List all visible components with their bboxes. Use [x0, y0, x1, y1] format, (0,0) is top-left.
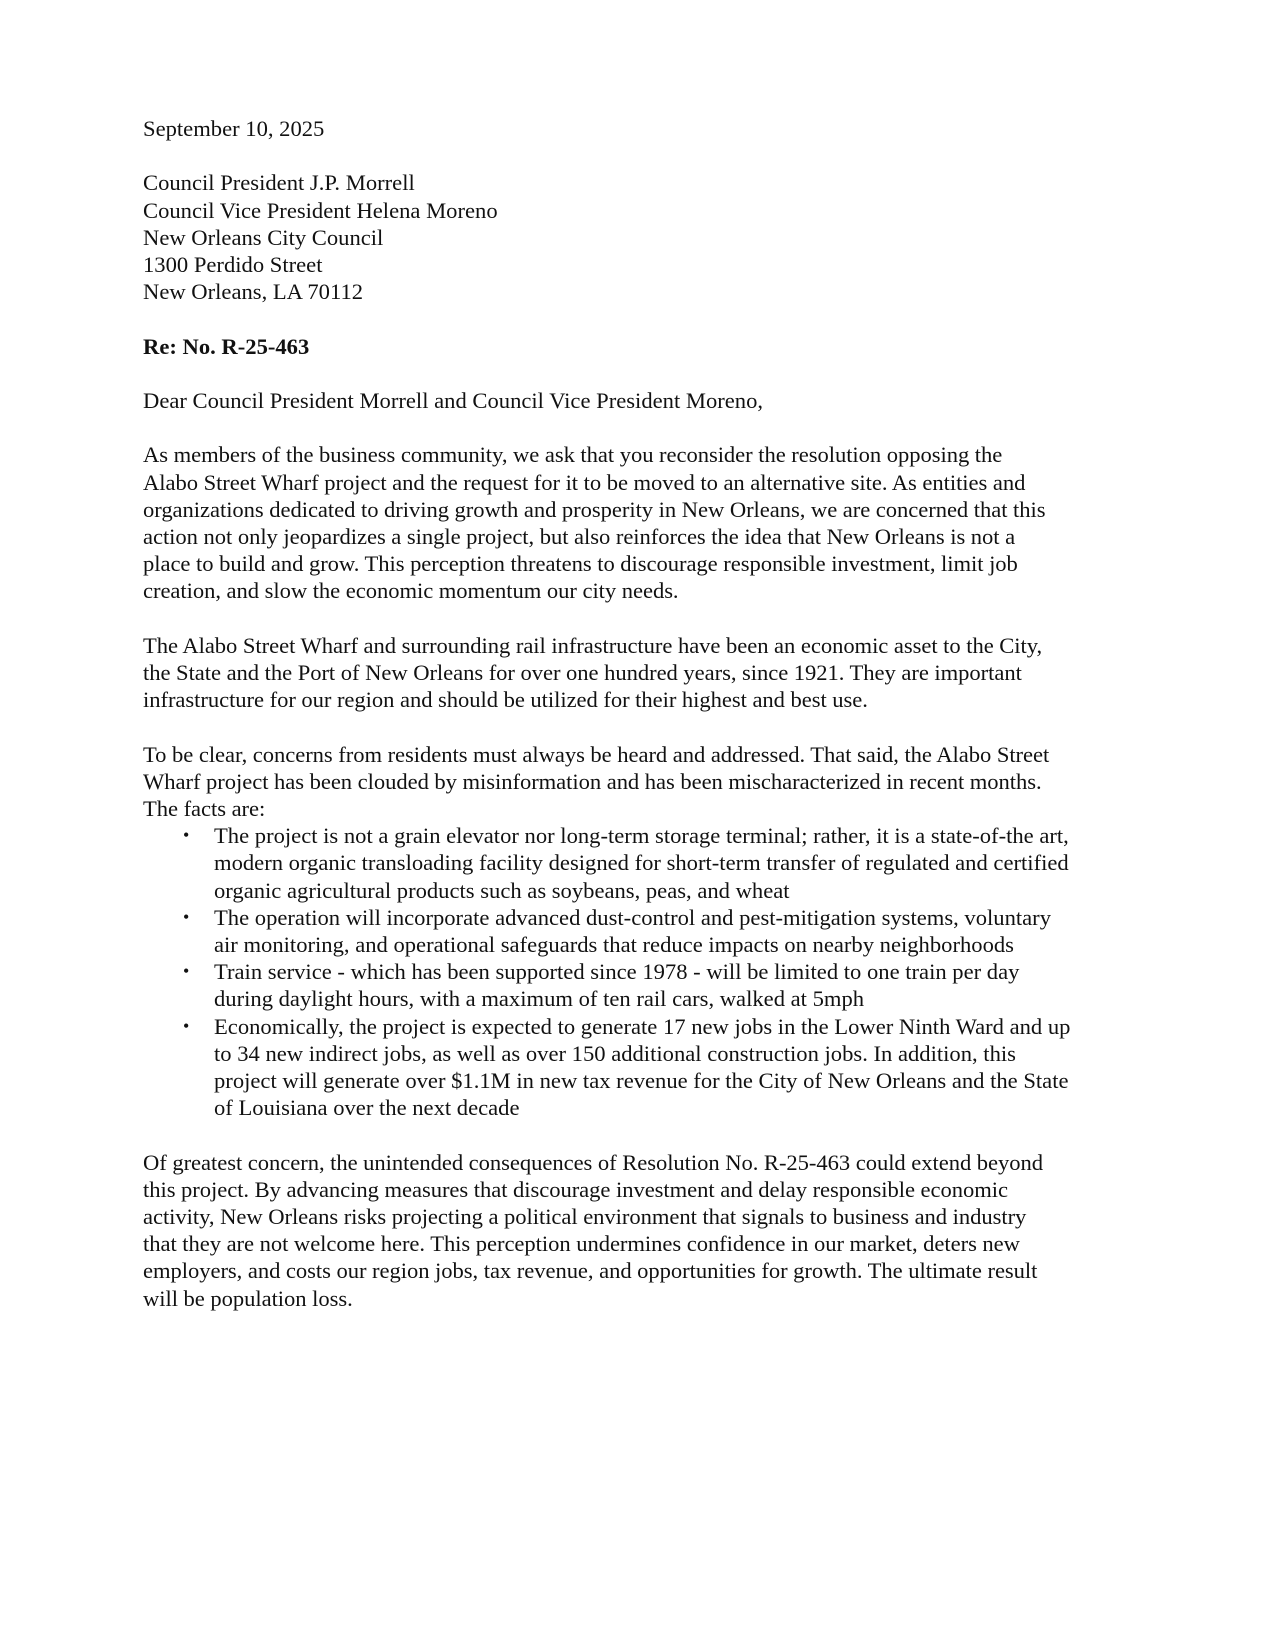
list-item-text: The project is not a grain elevator nor long-term storage terminal; rather, it is a state-of-the art, modern organic transloading facility designed for short-term transfer of regulated and certified organic agricultural products such as soybeans, peas, and wheat	[214, 823, 1069, 903]
body-paragraph: The Alabo Street Wharf and surrounding rail infrastructure have been an economic asset to the City, the State and the Port of New Orleans for over one hundred years, since 1921. They are important infrastructure for our region and should be utilized for their highest and best use.	[143, 632, 1043, 713]
list-item	[143, 1013, 1078, 1122]
body-paragraph: As members of the business community, we ask that you reconsider the resolution opposing the Alabo Street Wharf project and the request for it to be moved to an alternative site. As entities and organizations dedicated to driving growth and prosperity in New Orleans, we are concerned that this action not only jeopardizes a single project, but also reinforces the idea that New Orleans is not a place to build and grow. This perception threatens to discourage responsible investment, limit job creation, and slow the economic momentum our city needs.	[143, 442, 1046, 604]
list-item	[143, 958, 1078, 1012]
recipient-line: New Orleans, LA 70112	[143, 279, 364, 305]
recipient-line: 1300 Perdido Street	[143, 252, 323, 277]
recipient-address	[143, 169, 1078, 305]
bullet-icon: •	[183, 961, 190, 982]
letter-date: September 10, 2025	[143, 116, 325, 141]
recipient-line: Council President J.P. Morrell	[143, 170, 415, 196]
letter-page	[143, 115, 1078, 1339]
list-item	[143, 904, 1078, 958]
list-item-text: Train service - which has been supported since 1978 - will be limited to one train per day during daylight hours, with a maximum of ten rail cars, walked at 5mph	[214, 959, 1020, 1012]
list-item	[143, 822, 1078, 904]
body-paragraph: Of greatest concern, the unintended consequences of Resolution No. R-25-463 could extend beyond this project. By advancing measures that discourage investment and delay responsible economic activity, New Orleans risks projecting a political environment that signals to business and industry that they are not welcome here. This perception undermines confidence in our market, deters new employers, and costs our region jobs, tax revenue, and opportunities for growth. The ultimate result will be population loss.	[143, 1149, 1044, 1311]
body-paragraph: To be clear, concerns from residents must always be heard and addressed. That said, the Alabo Street Wharf project has been clouded by misinformation and has been mischaracterized in recent months. The facts are:	[143, 741, 1050, 821]
facts-list	[143, 822, 1078, 1121]
list-item-text: The operation will incorporate advanced dust-control and pest-mitigation systems, voluntary air monitoring, and operational safeguards that reduce impacts on nearby neighborhoods	[214, 904, 1052, 957]
list-item-text: Economically, the project is expected to generate 17 new jobs in the Lower Ninth Ward and up to 34 new indirect jobs, as well as over 150 additional construction jobs. In addition, this project will generate over $1.1M in new tax revenue for the City of New Orleans and the State of Louisiana over the next decade	[214, 1013, 1071, 1121]
salutation: Dear Council President Morrell and Council Vice President Moreno,	[143, 387, 764, 413]
recipient-line: Council Vice President Helena Moreno	[143, 197, 498, 223]
bullet-icon: •	[183, 906, 190, 927]
bullet-icon: •	[183, 1015, 190, 1036]
subject-line: Re: No. R-25-463	[143, 333, 310, 359]
recipient-line: New Orleans City Council	[143, 224, 384, 250]
bullet-icon: •	[183, 825, 190, 846]
